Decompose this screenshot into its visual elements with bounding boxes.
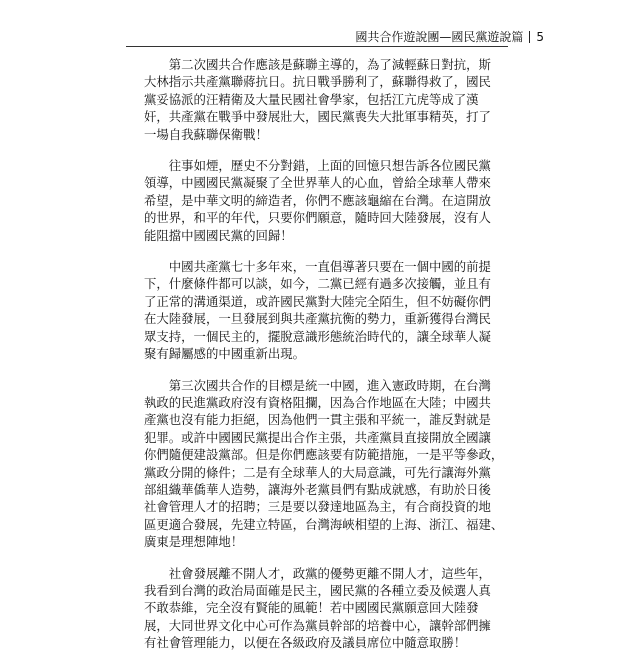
text-line: 你們隨便建設黨部。但是你們應該要有防範措施，一是平等參政， (144, 447, 504, 463)
header-separator (529, 31, 530, 43)
paragraph (144, 565, 508, 652)
text-line: 不敢恭維，完全沒有賢能的風範！若中國國民黨願意回大陸發 (144, 600, 479, 616)
text-line: 的世界，和平的年代，只要你們願意，隨時回大陸發展，沒有人 (144, 210, 491, 226)
header-rule (126, 46, 508, 47)
text-line: 一場自我蘇聯保衛戰！ (144, 126, 268, 142)
text-line: 產黨也沒有能力拒絕，因為他們一貫主張和平統一，誰反對就是 (144, 412, 491, 428)
text-line: 犯罪。或許中國國民黨提出合作主張，共產黨員直接開放全國讓 (144, 429, 491, 445)
paragraph (144, 56, 508, 143)
text-line: 往事如煙，歷史不分對錯，上面的回憶只想告訴各位國民黨 (168, 158, 491, 174)
text-line: 奸，共產黨在戰爭中發展壯大，國民黨喪失大批軍事精英，打了 (144, 109, 491, 125)
text-line: 社會發展離不開人才，政黨的優勢更離不開人才，這些年， (168, 565, 491, 581)
page-body (144, 56, 508, 666)
text-line: 領導，中國國民黨凝聚了全世界華人的心血，曾給全球華人帶來 (144, 175, 491, 191)
text-line: 我看到台灣的政治局面確是民主，國民黨的各種立委及候選人真 (144, 582, 491, 598)
running-header (355, 28, 544, 45)
running-title: 國共合作遊說團—國民黨遊說篇 (355, 30, 524, 44)
text-line: 能阻擋中國國民黨的回歸！ (144, 227, 293, 243)
text-line: 展，大同世界文化中心可作為黨員幹部的培養中心，讓幹部們擁 (144, 617, 491, 633)
text-line: 了正常的溝通渠道，或許國民黨對大陸完全陌生，但不妨礙你們 (144, 293, 491, 309)
text-line: 下，什麼條件都可以談，如今，二黨已經有過多次接觸，並且有 (144, 276, 491, 292)
text-line: 區更適合發展，先建立特區，台灣海峽相望的上海、浙江、福建、 (144, 516, 504, 532)
text-line: 第三次國共合作的目標是統一中國，進入憲政時期，在台灣 (168, 377, 491, 393)
text-line: 廣東是理想陣地！ (144, 534, 244, 550)
text-line: 眾支持，一個民主的，擺脫意識形態統治時代的，讓全球華人凝 (144, 328, 491, 344)
paragraph (144, 157, 508, 244)
page-number: 5 (536, 29, 544, 44)
text-line: 聚有歸屬感的中國重新出現。 (144, 346, 306, 362)
text-line: 在大陸發展，一旦發展到與共產黨抗衡的勢力，重新獲得台灣民 (144, 311, 491, 327)
text-line: 執政的民進黨政府沒有資格阻攔，因為合作地區在大陸；中國共 (144, 394, 491, 410)
paragraph (144, 258, 508, 362)
text-line: 黨政分開的條件；二是有全球華人的大局意識，可先行讓海外黨 (144, 464, 491, 480)
text-line: 有社會管理能力，以便在各級政府及議員席位中隨意取勝！ (144, 635, 467, 651)
text-line: 黨妥協派的汪精衛及大量民國社會學家，包括江亢虎等成了漢 (144, 91, 479, 107)
text-line: 中國共產黨七十多年來，一直倡導著只要在一個中國的前提 (168, 259, 491, 275)
text-line: 部組織華僑華人造勢，讓海外老黨員們有點成就感，有助於日後 (144, 481, 491, 497)
text-line: 希望，是中華文明的締造者，你們不應該龜縮在台灣。在這開放 (144, 192, 491, 208)
text-line: 社會管理人才的招聘；三是要以發達地區為主，有合商投資的地 (144, 499, 491, 515)
paragraph (144, 377, 508, 551)
text-line: 大林指示共產黨聯蔣抗日。抗日戰爭勝利了，蘇聯得救了，國民 (144, 74, 491, 90)
text-line: 第二次國共合作應該是蘇聯主導的，為了減輕蘇日對抗，斯 (168, 57, 491, 72)
